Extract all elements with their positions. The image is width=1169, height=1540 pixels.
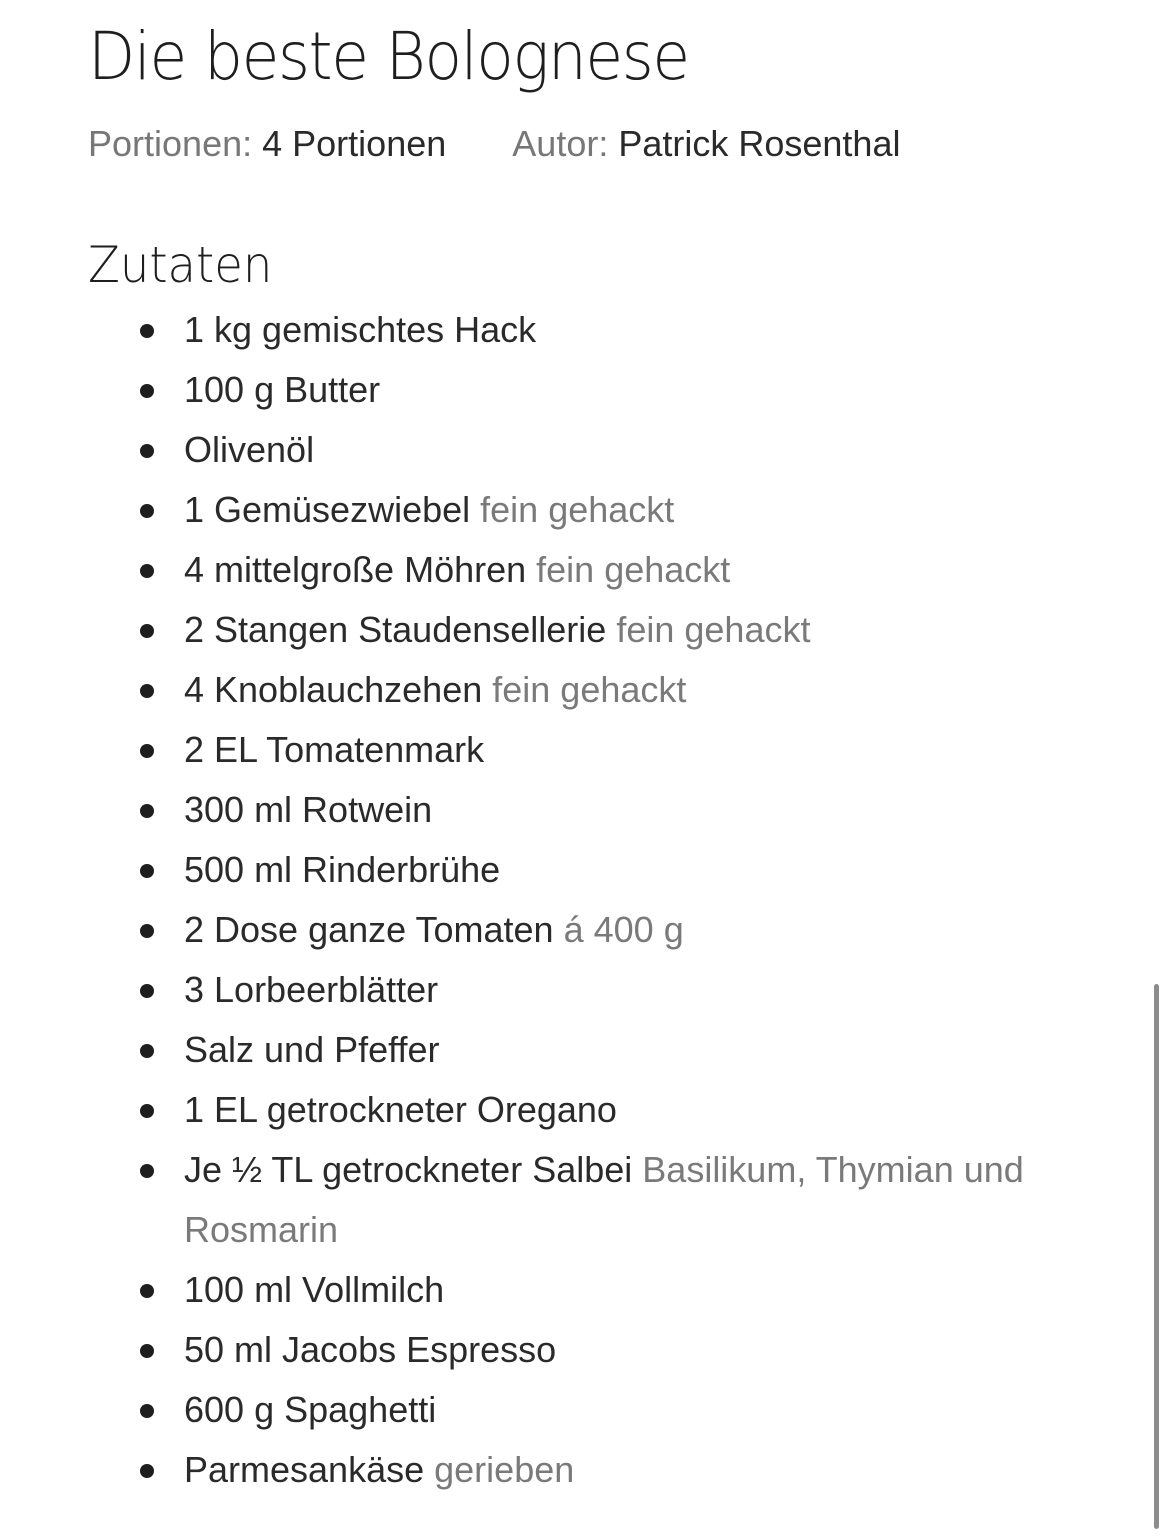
ingredient-amount-name: Je ½ TL getrockneter Salbei: [184, 1149, 633, 1190]
ingredient-note: fein gehackt: [616, 609, 811, 650]
author-info: [512, 122, 900, 166]
ingredient-amount-name: Salz und Pfeffer: [184, 1029, 440, 1070]
bullet-icon: [140, 984, 154, 998]
ingredient-item: [88, 540, 1044, 600]
ingredient-note: Basilikum, Thymian und Rosmarin: [184, 1149, 1024, 1250]
ingredient-amount-name: 2 EL Tomatenmark: [184, 729, 485, 770]
bullet-icon: [140, 564, 154, 578]
ingredient-item: [88, 1080, 1044, 1140]
ingredient-amount-name: Olivenöl: [184, 429, 315, 470]
bullet-icon: [140, 1464, 154, 1478]
servings-info: [88, 122, 446, 166]
ingredient-note: fein gehackt: [492, 669, 687, 710]
ingredient-note: fein gehackt: [480, 489, 675, 530]
bullet-icon: [140, 1164, 154, 1178]
bullet-icon: [140, 924, 154, 938]
ingredient-amount-name: 4 Knoblauchzehen: [184, 669, 483, 710]
bullet-icon: [140, 1404, 154, 1418]
ingredients-heading: Zutaten: [88, 236, 273, 294]
ingredient-item: [88, 480, 1044, 540]
ingredient-amount-name: 300 ml Rotwein: [184, 789, 433, 830]
ingredient-item: [88, 1380, 1044, 1440]
ingredient-amount-name: 100 g Butter: [184, 369, 381, 410]
servings-value: 4 Portionen: [262, 123, 447, 164]
ingredient-item: [88, 420, 1044, 480]
ingredient-amount-name: Parmesankäse: [184, 1449, 425, 1490]
servings-label: Portionen:: [88, 123, 253, 164]
bullet-icon: [140, 1284, 154, 1298]
ingredient-amount-name: 2 Stangen Staudensellerie: [184, 609, 607, 650]
ingredient-item: [88, 1140, 1044, 1260]
ingredient-amount-name: 1 kg gemischtes Hack: [184, 309, 537, 350]
bullet-icon: [140, 804, 154, 818]
ingredient-item: [88, 600, 1044, 660]
bullet-icon: [140, 744, 154, 758]
ingredient-item: [88, 780, 1044, 840]
ingredient-item: [88, 1320, 1044, 1380]
ingredient-amount-name: 1 Gemüsezwiebel: [184, 489, 471, 530]
recipe-meta: [88, 122, 1128, 166]
ingredient-item: [88, 300, 1044, 360]
author-label: Autor:: [512, 123, 609, 164]
ingredient-note: gerieben: [434, 1449, 575, 1490]
ingredient-note: á 400 g: [563, 909, 684, 950]
ingredient-item: [88, 900, 1044, 960]
ingredients-list: [88, 300, 1128, 1500]
bullet-icon: [140, 384, 154, 398]
ingredient-amount-name: 1 EL getrockneter Oregano: [184, 1089, 617, 1130]
bullet-icon: [140, 504, 154, 518]
bullet-icon: [140, 684, 154, 698]
bullet-icon: [140, 624, 154, 638]
recipe-title: Die beste Bolognese: [88, 18, 689, 95]
bullet-icon: [140, 444, 154, 458]
bullet-icon: [140, 864, 154, 878]
recipe-card: [88, 0, 1128, 1500]
ingredient-amount-name: 2 Dose ganze Tomaten: [184, 909, 554, 950]
ingredient-amount-name: 4 mittelgroße Möhren: [184, 549, 527, 590]
ingredient-item: [88, 1440, 1044, 1500]
ingredient-item: [88, 360, 1044, 420]
ingredient-amount-name: 500 ml Rinderbrühe: [184, 849, 501, 890]
ingredient-item: [88, 720, 1044, 780]
bullet-icon: [140, 1104, 154, 1118]
author-value: Patrick Rosenthal: [618, 123, 901, 164]
ingredient-amount-name: 100 ml Vollmilch: [184, 1269, 445, 1310]
ingredient-amount-name: 3 Lorbeerblätter: [184, 969, 439, 1010]
ingredient-item: [88, 960, 1044, 1020]
ingredient-amount-name: 600 g Spaghetti: [184, 1389, 437, 1430]
bullet-icon: [140, 324, 154, 338]
bullet-icon: [140, 1344, 154, 1358]
ingredient-note: fein gehackt: [536, 549, 731, 590]
ingredient-amount-name: 50 ml Jacobs Espresso: [184, 1329, 557, 1370]
ingredient-item: [88, 1260, 1044, 1320]
ingredient-item: [88, 660, 1044, 720]
scrollbar[interactable]: [1154, 984, 1159, 1529]
bullet-icon: [140, 1044, 154, 1058]
ingredient-item: [88, 1020, 1044, 1080]
ingredient-item: [88, 840, 1044, 900]
